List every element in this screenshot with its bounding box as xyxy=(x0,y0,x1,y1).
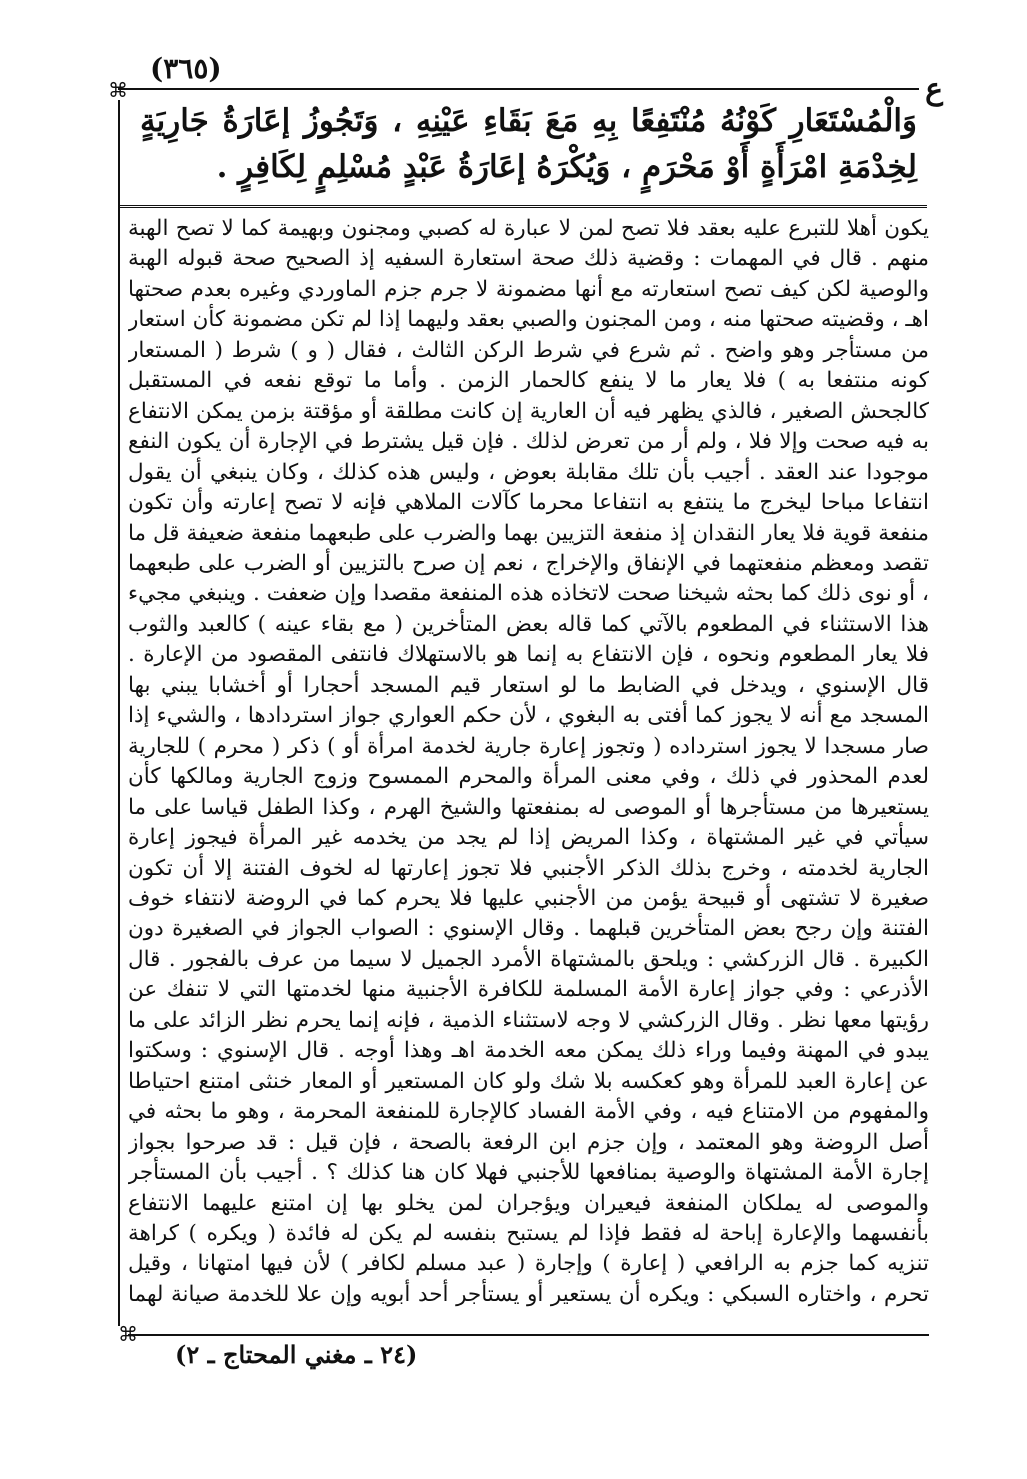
bottom-rule xyxy=(128,1334,929,1336)
top-rule xyxy=(118,88,919,90)
top-corner-ornament-icon: ⌘ xyxy=(108,78,128,102)
footer-signature: (٢٤ ـ مغني المحتاج ـ ٢) xyxy=(175,1340,418,1369)
commentary-body xyxy=(128,214,929,1314)
bottom-corner-ornament-icon: ⌘ xyxy=(118,1322,138,1346)
matn-text: وَالْمُسْتَعَارِ كَوْنُهُ مُنْتَفِعًا بِهِ مَعَ بَقَاءِ عَيْنِهِ ، وَتَجُوزُ إعَارَةُ جَارِيَةٍ لِخِدْمَةِ امْرَأَةٍ أَوْ مَحْرَمٍ ، وَيُكْرَهُ إعَارَةُ عَبْدٍ مُسْلِمٍ لِكَافِرٍ . xyxy=(140,103,917,185)
left-frame-line xyxy=(118,100,120,1326)
commentary-paragraph: يكون أهلا للتبرع عليه بعقد فلا تصح لمن لا عبارة له كصبي ومجنون وبهيمة كما لا تصح الهبة منهم . قال في المهمات : وقضية ذلك صحة استعارة السفيه إذ الصحيح صحة قبوله الهبة والوصية لكن كيف تصح استعارته مع أنها مضمونة لا جرم جزم الماوردي وغيره بعدم صحتها اهـ ، وقضيته صحتها منه ، ومن المجنون والصبي بعقد وليهما إذا لم تكن مضمونة كأن استعار من مستأجر وهو واضح . ثم شرع في شرط الركن الثالث ، فقال ( و ) شرط ( المستعار كونه منتفعا به ) فلا يعار ما لا ينفع كالحمار الزمن . وأما ما توقع نفعه في المستقبل كالجحش الصغير ، فالذي يظهر فيه أن العارية إن كانت مطلقة أو مؤقتة بزمن يمكن الانتفاع به فيه صحت وإلا فلا ، ولم أر من تعرض لذلك . فإن قيل يشترط في الإجارة أن يكون النفع موجودا عند العقد . أجيب بأن تلك مقابلة بعوض ، وليس هذه كذلك ، وكان ينبغي أن يقول انتفاعا مباحا ليخرج ما ينتفع به انتفاعا محرما كآلات الملاهي فإنه لا تصح إعارته وأن تكون منفعة قوية فلا يعار النقدان إذ منفعة التزيين بهما والضرب على طبعهما منفعة ضعيفة قل ما تقصد ومعظم منفعتهما في الإنفاق والإخراج ، نعم إن صرح بالتزيين أو الضرب على طبعهما ، أو نوى ذلك كما بحثه شيخنا صحت لاتخاذه هذه المنفعة مقصدا وإن ضعفت . وينبغي مجيء هذا الاستثناء في المطعوم بالآتي كما قاله بعض المتأخرين ( مع بقاء عينه ) كالعبد والثوب فلا يعار المطعوم ونحوه ، فإن الانتفاع به إنما هو بالاستهلاك فانتفى المقصود من الإعارة . قال الإسنوي ، ويدخل في الضابط ما لو استعار قيم المسجد أحجارا أو أخشابا يبني بها المسجد مع أنه لا يجوز كما أفتى به البغوي ، لأن حكم العواري جواز استردادها ، والشيء إذا صار مسجدا لا يجوز استرداده ( وتجوز إعارة جارية لخدمة امرأة أو ) ذكر ( محرم ) للجارية لعدم المحذور في ذلك ، وفي معنى المرأة والمحرم الممسوح وزوج الجارية ومالكها كأن يستعيرها من مستأجرها أو الموصى له بمنفعتها والشيخ الهرم ، وكذا الطفل قياسا على ما سيأتي في غير المشتهاة ، وكذا المريض إذا لم يجد من يخدمه غير المرأة فيجوز إعارة الجارية لخدمته ، وخرج بذلك الذكر الأجنبي فلا تجوز إعارتها له لخوف الفتنة إلا أن تكون صغيرة لا تشتهى أو قبيحة يؤمن من الأجنبي عليها فلا يحرم كما في الروضة لانتفاء خوف الفتنة وإن رجح بعض المتأخرين قبلهما . وقال الإسنوي : الصواب الجواز في الصغيرة دون الكبيرة . قال الزركشي : ويلحق بالمشتهاة الأمرد الجميل لا سيما من عرف بالفجور . قال الأذرعي : وفي جواز إعارة الأمة المسلمة للكافرة الأجنبية منها لخدمتها التي لا تنفك عن رؤيتها معها نظر . وقال الزركشي لا وجه لاستثناء الذمية ، فإنه إنما يحرم نظر الزائد على ما يبدو في المهنة وفيما وراء ذلك يمكن معه الخدمة اهـ وهذا أوجه . قال الإسنوي : وسكتوا عن إعارة العبد للمرأة وهو كعكسه بلا شك ولو كان المستعير أو المعار خنثى امتنع احتياطا والمفهوم من الامتناع فيه ، وفي الأمة الفساد كالإجارة للمنفعة المحرمة ، وهو ما بحثه في أصل الروضة وهو المعتمد ، وإن جزم ابن الرفعة بالصحة ، فإن قيل : قد صرحوا بجواز إجارة الأمة المشتهاة والوصية بمنافعها للأجنبي فهلا كان هنا كذلك ؟ . أجيب بأن المستأجر والموصى له يملكان المنفعة فيعيران ويؤجران لمن يخلو بها إن امتنع عليهما الانتفاع بأنفسهما والإعارة إباحة له فقط فإذا لم يستبح بنفسه لم يكن له فائدة ( ويكره ) كراهة تنزيه كما جزم به الرافعي ( إعارة ) وإجارة ( عبد مسلم لكافر ) لأن فيها امتهانا ، وقيل تحرم ، واختاره السبكي : ويكره أن يستعير أو يستأجر أحد أبويه وإن علا للخدمة صيانة لهما xyxy=(128,216,929,1307)
matn-commentary-separator xyxy=(120,205,927,208)
margin-mark: ع xyxy=(925,72,943,107)
page-number: (٣٦٥) xyxy=(150,52,222,85)
